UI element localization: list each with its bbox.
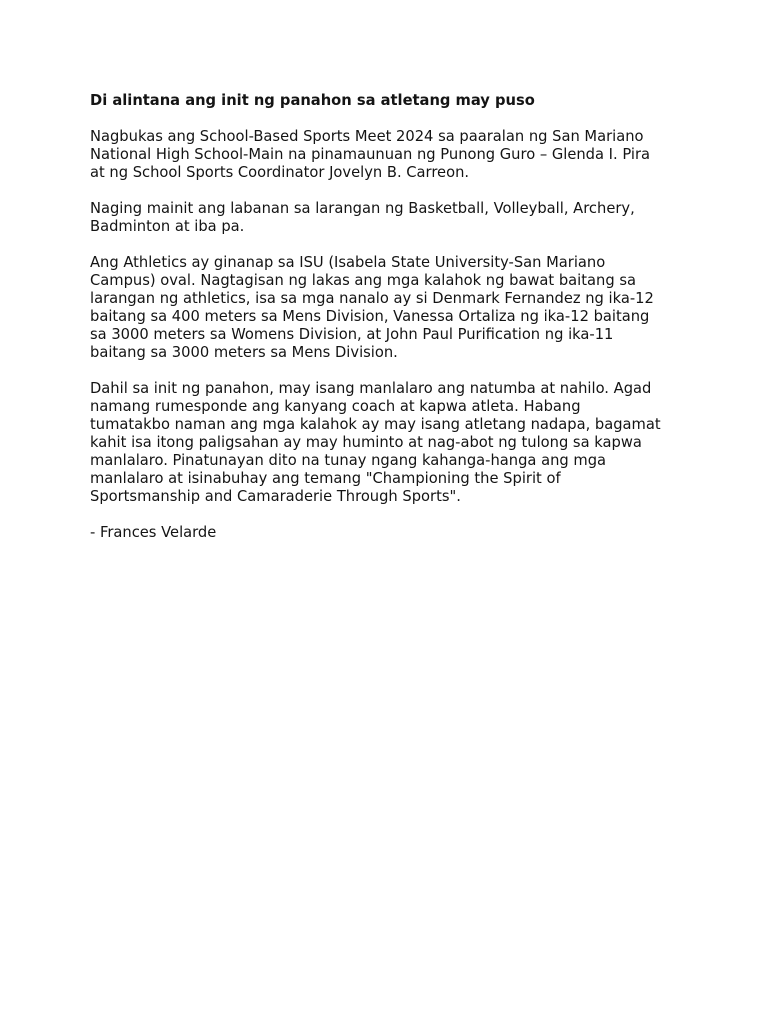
paragraph-line: baitang sa 400 meters sa Mens Division, Vanessa Ortaliza ng ika-12 baitang: [90, 308, 650, 325]
article-title: Di alintana ang init ng panahon sa atletang may puso: [90, 92, 535, 109]
paragraph-line: sa 3000 meters sa Womens Division, at John Paul Purification ng ika-11: [90, 326, 614, 343]
paragraph-line: larangan ng athletics, isa sa mga nanalo ay si Denmark Fernandez ng ika-12: [90, 290, 654, 307]
article-paragraph-2: [90, 200, 680, 236]
paragraph-line: Ang Athletics ay ginanap sa ISU (Isabela State University-San Mariano: [90, 254, 606, 271]
article-paragraph-3: [90, 254, 680, 362]
paragraph-line: manlalaro at isinabuhay ang temang "Championing the Spirit of: [90, 470, 561, 487]
article-author: - Frances Velarde: [90, 524, 217, 541]
paragraph-line: manlalaro. Pinatunayan dito na tunay ngang kahanga-hanga ang mga: [90, 452, 607, 469]
paragraph-line: Badminton at iba pa.: [90, 218, 245, 235]
paragraph-line: baitang sa 3000 meters sa Mens Division.: [90, 344, 398, 361]
paragraph-line: Nagbukas ang School-Based Sports Meet 2024 sa paaralan ng San Mariano: [90, 128, 644, 145]
paragraph-line: kahit isa itong paligsahan ay may huminto at nag-abot ng tulong sa kapwa: [90, 434, 642, 451]
paragraph-line: Sportsmanship and Camaraderie Through Sports".: [90, 488, 461, 505]
paragraph-line: Campus) oval. Nagtagisan ng lakas ang mga kalahok ng bawat baitang sa: [90, 272, 636, 289]
paragraph-line: Dahil sa init ng panahon, may isang manlalaro ang natumba at nahilo. Agad: [90, 380, 652, 397]
paragraph-line: National High School-Main na pinamaunuan ng Punong Guro – Glenda I. Pira: [90, 146, 650, 163]
paragraph-line: Naging mainit ang labanan sa larangan ng Basketball, Volleyball, Archery,: [90, 200, 635, 217]
article-paragraph-4: [90, 380, 680, 506]
paragraph-line: at ng School Sports Coordinator Jovelyn B. Carreon.: [90, 164, 470, 181]
paragraph-line: namang rumesponde ang kanyang coach at kapwa atleta. Habang: [90, 398, 581, 415]
paragraph-line: tumatakbo naman ang mga kalahok ay may isang atletang nadapa, bagamat: [90, 416, 661, 433]
article-paragraph-1: [90, 128, 680, 182]
